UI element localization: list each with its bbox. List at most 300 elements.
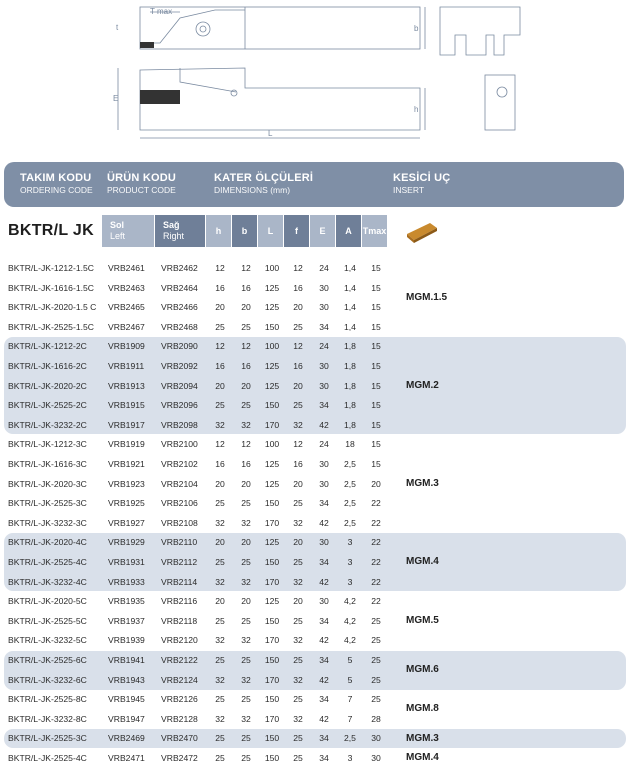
col-l-label: L	[267, 226, 274, 236]
f-cell: 25	[293, 733, 303, 744]
a-cell: 1,4	[344, 302, 356, 313]
insert-label-mgm5: MGM.5	[406, 615, 439, 626]
ordering-code-header	[20, 172, 93, 196]
e-cell: 42	[319, 576, 329, 587]
col-a-label: A	[345, 226, 352, 236]
e-cell: 34	[319, 694, 329, 705]
l-cell: 125	[264, 537, 280, 548]
l-cell: 150	[264, 694, 280, 705]
table-row	[0, 729, 628, 749]
table-row	[0, 396, 628, 416]
tmax-cell: 25	[371, 674, 381, 685]
insert-label-mgm3-b: MGM.3	[406, 733, 439, 744]
tmax-cell: 15	[371, 380, 381, 391]
a-cell: 2,5	[344, 733, 356, 744]
ordering-code-cell: BKTR/L-JK-1616-1.5C	[8, 282, 94, 293]
tmax-cell: 25	[371, 615, 381, 626]
tool-drawing	[0, 0, 628, 150]
table-row	[0, 416, 628, 436]
product-code-left-cell: VRB1925	[108, 498, 145, 509]
ordering-code-cell: BKTR/L-JK-3232-8C	[8, 713, 87, 724]
h-cell: 20	[215, 537, 225, 548]
a-cell: 3	[347, 537, 353, 548]
product-code-right-cell: VRB2094	[161, 380, 198, 391]
f-cell: 25	[293, 694, 303, 705]
ordering-code-cell: BKTR/L-JK-2020-4C	[8, 537, 87, 548]
ordering-code-cell: BKTR/L-JK-2525-5C	[8, 615, 87, 626]
col-b-header	[232, 215, 257, 247]
product-code-right-cell: VRB2104	[161, 478, 198, 489]
ordering-code-cell: BKTR/L-JK-1212-1.5C	[8, 263, 94, 273]
l-cell: 150	[264, 733, 280, 744]
product-code-left-cell: VRB1947	[108, 713, 145, 724]
tmax-cell: 15	[371, 439, 381, 450]
col-left-label: Left	[110, 231, 126, 241]
product-code-left-cell: VRB1931	[108, 557, 145, 567]
product-code-right-cell: VRB2122	[161, 655, 198, 665]
product-code-right-cell: VRB2124	[161, 674, 198, 685]
b-cell: 25	[241, 557, 251, 567]
product-code-left-cell: VRB1941	[108, 655, 145, 665]
l-cell: 100	[264, 263, 280, 273]
e-cell: 34	[319, 615, 329, 626]
f-cell: 32	[293, 713, 303, 724]
h-cell: 16	[215, 459, 225, 469]
product-code-right-cell: VRB2098	[161, 419, 198, 430]
table-row	[0, 318, 628, 338]
a-cell: 1,8	[344, 419, 356, 430]
f-cell: 20	[293, 478, 303, 489]
dimensions-title: KATER ÖLÇÜLERİ	[214, 172, 314, 184]
a-cell: 1,4	[344, 282, 356, 293]
tmax-cell: 30	[371, 733, 381, 744]
ordering-code-cell: BKTR/L-JK-3232-3C	[8, 517, 87, 528]
product-code-left-cell: VRB1945	[108, 694, 145, 705]
b-cell: 20	[241, 537, 251, 548]
tmax-cell: 22	[371, 596, 381, 607]
h-cell: 20	[215, 380, 225, 391]
product-code-left-cell: VRB1909	[108, 341, 145, 352]
ordering-code-cell: BKTR/L-JK-1616-2C	[8, 361, 87, 371]
b-cell: 16	[241, 361, 251, 371]
product-code-right-cell: VRB2096	[161, 400, 198, 411]
f-cell: 20	[293, 380, 303, 391]
insert-icon	[404, 219, 440, 245]
tmax-cell: 25	[371, 655, 381, 665]
b-cell: 12	[241, 263, 251, 273]
b-cell: 16	[241, 282, 251, 293]
col-a-header	[336, 215, 361, 247]
e-cell: 24	[319, 263, 329, 273]
ordering-code-cell: BKTR/L-JK-2525-6C	[8, 655, 87, 665]
series-title: BKTR/L JK	[8, 222, 94, 239]
product-code-right-cell: VRB2100	[161, 439, 198, 450]
dimensions-header	[214, 172, 313, 196]
table-row	[0, 749, 628, 769]
product-code-left-cell: VRB1935	[108, 596, 145, 607]
l-cell: 150	[264, 753, 280, 763]
e-cell: 30	[319, 596, 329, 607]
table-row	[0, 377, 628, 397]
ordering-code-cell: BKTR/L-JK-2020-3C	[8, 478, 87, 489]
col-l-header	[258, 215, 283, 247]
ordering-code-cell: BKTR/L-JK-3232-4C	[8, 576, 87, 587]
col-tmax-header	[362, 215, 387, 247]
b-cell: 12	[241, 341, 251, 352]
e-cell: 42	[319, 419, 329, 430]
table-row	[0, 337, 628, 357]
table-row	[0, 690, 628, 710]
table-header-band	[4, 162, 624, 207]
ordering-code-cell: BKTR/L-JK-2525-2C	[8, 400, 87, 411]
product-code-left-cell: VRB2471	[108, 753, 145, 763]
e-cell: 34	[319, 557, 329, 567]
ordering-code-cell: BKTR/L-JK-2525-4C	[8, 753, 87, 763]
table-row	[0, 435, 628, 455]
e-cell: 30	[319, 459, 329, 469]
insert-label-mgm3: MGM.3	[406, 478, 439, 489]
e-cell: 24	[319, 439, 329, 450]
b-cell: 12	[241, 439, 251, 450]
b-cell: 25	[241, 733, 251, 744]
product-code-left-cell: VRB2469	[108, 733, 145, 744]
f-cell: 12	[293, 439, 303, 450]
tmax-cell: 15	[371, 302, 381, 313]
b-cell: 32	[241, 635, 251, 646]
table-row	[0, 514, 628, 534]
product-code-left-cell: VRB1927	[108, 517, 145, 528]
ordering-code-cell: BKTR/L-JK-2020-5C	[8, 596, 87, 607]
product-code-right-cell: VRB2102	[161, 459, 198, 469]
e-cell: 34	[319, 753, 329, 763]
tmax-cell: 20	[371, 478, 381, 489]
product-code-right-cell: VRB2114	[161, 576, 198, 587]
h-cell: 25	[215, 615, 225, 626]
h-cell: 20	[215, 596, 225, 607]
a-cell: 4,2	[344, 596, 356, 607]
product-code-right-cell: VRB2092	[161, 361, 198, 371]
table-row	[0, 357, 628, 377]
tmax-cell: 15	[371, 341, 381, 352]
f-cell: 16	[293, 361, 303, 371]
f-cell: 12	[293, 263, 303, 273]
ordering-code-cell: BKTR/L-JK-1212-2C	[8, 341, 87, 352]
tmax-cell: 15	[371, 263, 381, 273]
f-cell: 16	[293, 459, 303, 469]
h-cell: 25	[215, 557, 225, 567]
h-cell: 16	[215, 361, 225, 371]
h-cell: 20	[215, 478, 225, 489]
product-code-right-cell: VRB2108	[161, 517, 198, 528]
e-cell: 30	[319, 478, 329, 489]
col-h-header	[206, 215, 231, 247]
e-cell: 42	[319, 635, 329, 646]
insert-label-mgm4: MGM.4	[406, 556, 439, 567]
h-cell: 25	[215, 321, 225, 332]
e-cell: 30	[319, 282, 329, 293]
h-cell: 25	[215, 400, 225, 411]
tmax-cell: 25	[371, 694, 381, 705]
t-label: t	[116, 23, 119, 32]
f-cell: 25	[293, 321, 303, 332]
a-cell: 4,2	[344, 615, 356, 626]
f-cell: 25	[293, 557, 303, 567]
col-b-label: b	[241, 226, 248, 236]
ordering-code-subtitle: ORDERING CODE	[20, 185, 93, 195]
b-cell: 25	[241, 753, 251, 763]
b-cell: 32	[241, 576, 251, 587]
product-code-right-cell: VRB2112	[161, 557, 198, 567]
h-cell: 12	[215, 263, 225, 273]
b-cell: 32	[241, 674, 251, 685]
tmax-cell: 15	[371, 321, 381, 332]
product-code-left-cell: VRB1943	[108, 674, 145, 685]
insert-header	[393, 172, 450, 196]
l-cell: 125	[264, 361, 280, 371]
tmax-cell: 30	[371, 753, 381, 763]
l-cell: 170	[264, 713, 280, 724]
product-code-header	[107, 172, 176, 196]
product-code-right-cell: VRB2466	[161, 302, 198, 313]
product-code-left-cell: VRB2467	[108, 321, 145, 332]
ordering-code-cell: BKTR/L-JK-2525-4C	[8, 557, 87, 567]
ordering-code-cell: BKTR/L-JK-2525-8C	[8, 694, 87, 705]
f-cell: 25	[293, 655, 303, 665]
col-f-label: f	[295, 226, 298, 236]
product-code-right-cell: VRB2118	[161, 615, 198, 626]
h-cell: 32	[215, 674, 225, 685]
b-cell: 25	[241, 400, 251, 411]
product-code-left-cell: VRB2465	[108, 302, 145, 313]
f-cell: 25	[293, 498, 303, 509]
product-code-left-cell: VRB1911	[108, 361, 145, 371]
product-code-right-cell: VRB2470	[161, 733, 198, 744]
insert-label-mgm6: MGM.6	[406, 664, 439, 675]
ordering-code-cell: BKTR/L-JK-2525-3C	[8, 733, 87, 744]
f-cell: 32	[293, 419, 303, 430]
l-cell: 170	[264, 635, 280, 646]
a-cell: 3	[347, 576, 353, 587]
table-row	[0, 671, 628, 691]
tmax-cell: 15	[371, 361, 381, 371]
col-f-header	[284, 215, 309, 247]
insert-title: KESİCİ UÇ	[393, 172, 451, 184]
table-row	[0, 279, 628, 299]
e-cell: 34	[319, 321, 329, 332]
l-cell: 100	[264, 341, 280, 352]
l-cell: 125	[264, 478, 280, 489]
f-cell: 20	[293, 302, 303, 313]
l-cell: 125	[264, 302, 280, 313]
a-cell: 2,5	[344, 498, 356, 509]
ordering-code-cell: BKTR/L-JK-3232-6C	[8, 674, 87, 685]
tmax-cell: 15	[371, 459, 381, 469]
a-cell: 1,4	[344, 263, 356, 273]
l-cell: 150	[264, 557, 280, 567]
f-cell: 32	[293, 674, 303, 685]
col-tmax-label: Tmax	[362, 226, 387, 236]
tmax-cell: 22	[371, 537, 381, 548]
a-cell: 3	[347, 557, 353, 567]
b-cell: 25	[241, 321, 251, 332]
a-cell: 1,8	[344, 361, 356, 371]
f-cell: 25	[293, 400, 303, 411]
table-row	[0, 612, 628, 632]
b-cell: 32	[241, 517, 251, 528]
b-label: b	[414, 24, 419, 33]
tmax-cell: 15	[371, 419, 381, 430]
e-cell: 30	[319, 302, 329, 313]
ordering-code-cell: BKTR/L-JK-2525-3C	[8, 498, 87, 509]
product-code-left-cell: VRB1939	[108, 635, 145, 646]
h-cell: 32	[215, 713, 225, 724]
product-code-left-cell: VRB1921	[108, 459, 145, 469]
a-cell: 2,5	[344, 459, 356, 469]
table-row	[0, 298, 628, 318]
l-cell: 125	[264, 596, 280, 607]
f-cell: 32	[293, 517, 303, 528]
ordering-code-cell: BKTR/L-JK-2020-1.5 C	[8, 302, 97, 313]
h-cell: 12	[215, 341, 225, 352]
b-cell: 20	[241, 302, 251, 313]
a-cell: 3	[347, 753, 353, 763]
e-cell: 34	[319, 400, 329, 411]
col-sag-label: Sağ	[163, 220, 180, 230]
a-cell: 18	[345, 439, 355, 450]
a-cell: 5	[347, 655, 353, 665]
a-cell: 4,2	[344, 635, 356, 646]
h-cell: 25	[215, 753, 225, 763]
product-code-right-cell: VRB2468	[161, 321, 198, 332]
e-cell: 42	[319, 713, 329, 724]
product-code-right-cell: VRB2106	[161, 498, 198, 509]
insert-label-mgm15: MGM.1.5	[406, 292, 448, 303]
h-cell: 32	[215, 635, 225, 646]
col-e-label: E	[319, 226, 326, 236]
insert-label-mgm2: MGM.2	[406, 380, 439, 391]
tmax-cell: 22	[371, 576, 381, 587]
b-cell: 25	[241, 694, 251, 705]
e-cell: 34	[319, 498, 329, 509]
h-label: h	[414, 105, 419, 114]
e-cell: 30	[319, 361, 329, 371]
table-row	[0, 475, 628, 495]
product-code-right-cell: VRB2464	[161, 282, 198, 293]
a-cell: 1,8	[344, 380, 356, 391]
product-code-left-cell: VRB1929	[108, 537, 145, 548]
a-cell: 5	[347, 674, 353, 685]
table-row	[0, 455, 628, 475]
ordering-code-cell: BKTR/L-JK-3232-2C	[8, 419, 87, 430]
h-cell: 16	[215, 282, 225, 293]
table-row	[0, 592, 628, 612]
a-cell: 2,5	[344, 517, 356, 528]
tmax-label: T max	[150, 7, 173, 16]
b-cell: 25	[241, 615, 251, 626]
l-cell: 125	[264, 380, 280, 391]
l-label: L	[268, 129, 273, 138]
ordering-code-title: TAKIM KODU	[20, 172, 92, 184]
product-code-left-cell: VRB1915	[108, 400, 145, 411]
b-cell: 25	[241, 655, 251, 665]
l-cell: 170	[264, 517, 280, 528]
col-sol-label: Sol	[110, 220, 125, 230]
product-code-right-cell: VRB2116	[161, 596, 198, 607]
col-right-header	[155, 215, 205, 247]
product-code-right-cell: VRB2126	[161, 694, 198, 705]
b-cell: 32	[241, 713, 251, 724]
product-code-right-cell: VRB2090	[161, 341, 198, 352]
product-code-left-cell: VRB1933	[108, 576, 145, 587]
tmax-cell: 28	[371, 713, 381, 724]
h-cell: 25	[215, 655, 225, 665]
e-cell: 42	[319, 674, 329, 685]
a-cell: 1,4	[344, 321, 356, 332]
l-cell: 170	[264, 576, 280, 587]
l-cell: 150	[264, 498, 280, 509]
l-cell: 170	[264, 674, 280, 685]
a-cell: 7	[347, 694, 353, 705]
insert-subtitle: INSERT	[393, 185, 425, 195]
e-label: E	[113, 94, 119, 103]
f-cell: 20	[293, 596, 303, 607]
a-cell: 1,8	[344, 400, 356, 411]
tmax-cell: 15	[371, 282, 381, 293]
tmax-cell: 15	[371, 400, 381, 411]
product-code-left-cell: VRB2463	[108, 282, 145, 293]
f-cell: 16	[293, 282, 303, 293]
table-row	[0, 651, 628, 671]
product-code-left-cell: VRB1923	[108, 478, 145, 489]
h-cell: 25	[215, 694, 225, 705]
col-e-header	[310, 215, 335, 247]
e-cell: 42	[319, 517, 329, 528]
b-cell: 32	[241, 419, 251, 430]
f-cell: 12	[293, 341, 303, 352]
l-cell: 100	[264, 439, 280, 450]
a-cell: 1,8	[344, 341, 356, 352]
h-cell: 12	[215, 439, 225, 450]
f-cell: 25	[293, 615, 303, 626]
h-cell: 32	[215, 517, 225, 528]
h-cell: 25	[215, 733, 225, 744]
product-code-subtitle: PRODUCT CODE	[107, 185, 176, 195]
l-cell: 150	[264, 321, 280, 332]
tmax-cell: 22	[371, 517, 381, 528]
b-cell: 20	[241, 596, 251, 607]
product-code-left-cell: VRB1919	[108, 439, 145, 450]
e-cell: 34	[319, 733, 329, 744]
b-cell: 20	[241, 478, 251, 489]
table-row	[0, 259, 628, 279]
tmax-cell: 22	[371, 498, 381, 509]
col-left-header	[102, 215, 154, 247]
tmax-cell: 22	[371, 557, 381, 567]
ordering-code-cell: BKTR/L-JK-1616-3C	[8, 459, 87, 469]
table-row	[0, 533, 628, 553]
product-code-left-cell: VRB2461	[108, 263, 145, 273]
product-code-title: ÜRÜN KODU	[107, 172, 177, 184]
ordering-code-cell: BKTR/L-JK-2525-1.5C	[8, 321, 94, 332]
l-cell: 150	[264, 615, 280, 626]
f-cell: 25	[293, 753, 303, 763]
ordering-code-cell: BKTR/L-JK-1212-3C	[8, 439, 87, 450]
a-cell: 7	[347, 713, 353, 724]
table-row	[0, 710, 628, 730]
product-code-right-cell: VRB2120	[161, 635, 198, 646]
f-cell: 32	[293, 576, 303, 587]
product-code-right-cell: VRB2472	[161, 753, 198, 763]
